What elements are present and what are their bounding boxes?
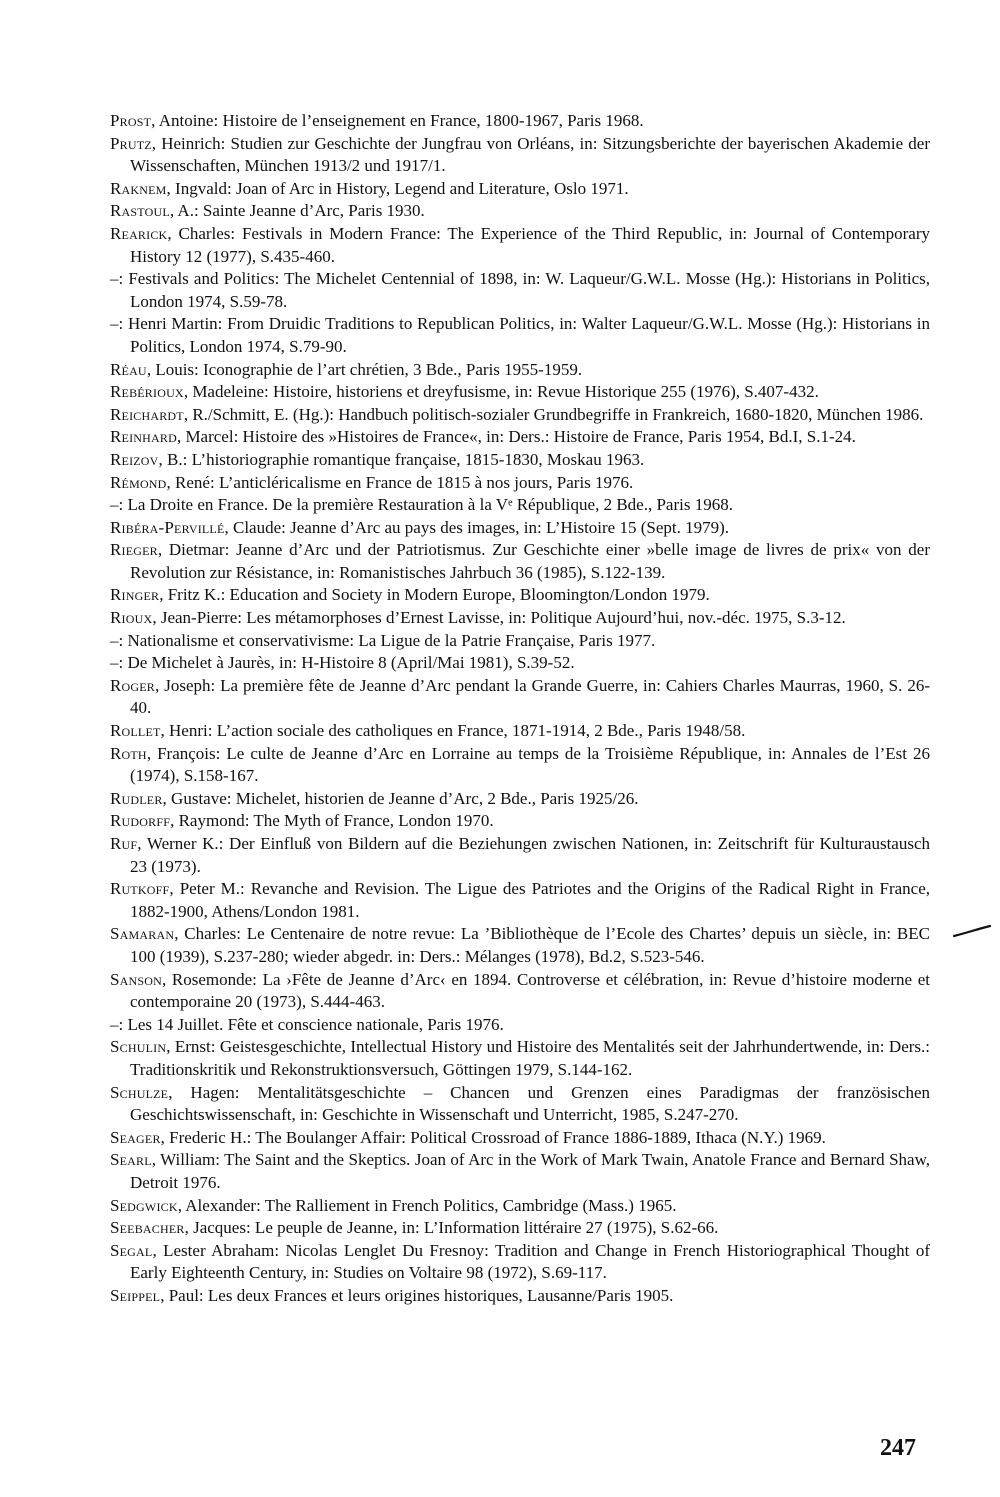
bibliography-entry xyxy=(110,200,930,223)
bibliography-entry xyxy=(110,539,930,584)
entry-text: , Dietmar: Jeanne d’Arc und der Patriotismus. Zur Geschichte einer »belle image de livres de prix« von der Revolution zur Résistance, in: Romanistisches Jahrbuch 36 (1985), S.122-139. xyxy=(130,540,930,582)
bibliography-entry xyxy=(110,268,930,313)
entry-text: , Hagen: Mentalitätsgeschichte – Chancen und Grenzen eines Paradigmas der französischen Geschichtswissenschaft, in: Geschichte in Wissenschaft und Unterricht, 1985, S.247-270. xyxy=(130,1082,930,1125)
bibliography-entry xyxy=(110,1217,930,1240)
bibliography-entry xyxy=(110,494,930,517)
entry-text: , B.: L’historiographie romantique française, 1815-1830, Moskau 1963. xyxy=(158,449,645,469)
author-surname: Sanson xyxy=(110,969,162,989)
author-surname: Roger xyxy=(110,675,156,695)
bibliography-entry xyxy=(110,1149,930,1194)
author-surname: Prutz xyxy=(110,133,152,153)
bibliography-entry xyxy=(110,1036,930,1081)
entry-text: , Gustave: Michelet, historien de Jeanne d’Arc, 2 Bde., Paris 1925/26. xyxy=(162,788,639,808)
entry-text: , Fritz K.: Education and Society in Modern Europe, Bloomington/London 1979. xyxy=(159,585,710,605)
entry-text: , Ingvald: Joan of Arc in History, Legend and Literature, Oslo 1971. xyxy=(166,178,629,198)
entry-text: , Jean-Pierre: Les métamorphoses d’Ernest Lavisse, in: Politique Aujourd’hui, nov.-déc. 1975, S.3-12. xyxy=(152,608,846,628)
entry-text: , Antoine: Histoire de l’enseignement en France, 1800-1967, Paris 1968. xyxy=(151,111,644,130)
bibliography-entry xyxy=(110,313,930,358)
bibliography-entry xyxy=(110,788,930,811)
bibliography-entry xyxy=(110,652,930,675)
author-surname: Schulze xyxy=(110,1082,169,1102)
author-surname: Ribéra-Pervillé xyxy=(110,517,225,537)
author-surname: Reizov xyxy=(110,449,159,469)
entry-text: , Raymond: The Myth of France, London 1970. xyxy=(170,811,494,831)
entry-text: –: La Droite en France. De la première Restauration à la Vᵉ République, 2 Bde., Paris 1968. xyxy=(110,495,733,515)
entry-text: , William: The Saint and the Skeptics. Joan of Arc in the Work of Mark Twain, Anatole France and Bernard Shaw, Detroit 1976. xyxy=(130,1150,930,1192)
margin-pen-mark xyxy=(952,924,992,938)
bibliography-entry xyxy=(110,1014,930,1037)
entry-text: , Ernst: Geistesgeschichte, Intellectual History und Histoire des Mentalités seit der Jahrhundertwende, in: Ders.: Traditionskritik und Rekonstruktionsversuch, Göttingen 1979, S.144-162. xyxy=(130,1037,930,1079)
entry-text: –: De Michelet à Jaurès, in: H-Histoire 8 (April/Mai 1981), S.39-52. xyxy=(110,653,575,673)
entry-text: , Henri: L’action sociale des catholiques en France, 1871-1914, 2 Bde., Paris 1948/58. xyxy=(160,721,746,741)
author-surname: Reichardt xyxy=(110,404,184,424)
entry-text: –: Nationalisme et conservativisme: La Ligue de la Patrie Française, Paris 1977. xyxy=(110,630,656,650)
author-surname: Rebérioux xyxy=(110,382,184,402)
bibliography-entry xyxy=(110,675,930,720)
bibliography-entry xyxy=(110,630,930,653)
entry-text: –: Les 14 Juillet. Fête et conscience nationale, Paris 1976. xyxy=(110,1014,504,1034)
author-surname: Ruf xyxy=(110,834,138,853)
bibliography-entry xyxy=(110,178,930,201)
entry-text: , Jacques: Le peuple de Jeanne, in: L’Information littéraire 27 (1975), S.62-66. xyxy=(184,1218,719,1238)
author-surname: Segal xyxy=(110,1240,153,1260)
entry-text: , Madeleine: Histoire, historiens et dreyfusisme, in: Revue Historique 255 (1976), S.407-432. xyxy=(183,382,819,402)
entry-text: , Paul: Les deux Frances et leurs origines historiques, Lausanne/Paris 1905. xyxy=(160,1285,674,1305)
bibliography-entry xyxy=(110,449,930,472)
author-surname: Rudler xyxy=(110,788,163,808)
bibliography-entry xyxy=(110,1082,930,1127)
bibliography-entry xyxy=(110,1195,930,1218)
author-surname: Searl xyxy=(110,1150,152,1170)
author-surname: Reinhard xyxy=(110,427,177,447)
author-surname: Roth xyxy=(110,743,147,763)
author-surname: Seippel xyxy=(110,1285,161,1305)
author-surname: Samaran xyxy=(110,924,175,944)
author-surname: Rioux xyxy=(110,608,153,628)
entry-text: –: Festivals and Politics: The Michelet Centennial of 1898, in: W. Laqueur/G.W.L. Mosse (Hg.): Historians in Politics, London 1974, S.59-78. xyxy=(110,269,930,311)
bibliography-entry xyxy=(110,810,930,833)
entry-text: , A.: Sainte Jeanne d’Arc, Paris 1930. xyxy=(169,201,425,221)
author-surname: Raknem xyxy=(110,178,167,198)
entry-text: , Louis: Iconographie de l’art chrétien, 3 Bde., Paris 1955-1959. xyxy=(146,359,583,379)
author-surname: Rollet xyxy=(110,721,161,741)
author-surname: Schulin xyxy=(110,1037,167,1057)
entry-text: , François: Le culte de Jeanne d’Arc en Lorraine au temps de la Troisième République, in: Annales de l’Est 26 (1974), S.158-167. xyxy=(130,743,930,786)
bibliography-list xyxy=(110,110,930,1307)
bibliography-entry xyxy=(110,720,930,743)
author-surname: Rudorff xyxy=(110,811,171,831)
entry-text: , Marcel: Histoire des »Histoires de France«, in: Ders.: Histoire de France, Paris 1954, Bd.I, S.1-24. xyxy=(176,427,856,447)
bibliography-entry xyxy=(110,404,930,427)
author-surname: Prost xyxy=(110,111,152,130)
bibliography-entry xyxy=(110,472,930,495)
page-number: 247 xyxy=(880,1435,916,1461)
bibliography-entry xyxy=(110,110,930,133)
bibliography-entry xyxy=(110,923,930,968)
bibliography-entry xyxy=(110,878,930,923)
bibliography-entry xyxy=(110,1240,930,1285)
author-surname: Rieger xyxy=(110,540,158,560)
entry-text: , R./Schmitt, E. (Hg.): Handbuch politisch-sozialer Grundbegriffe in Frankreich, 1680-1820, München 1986. xyxy=(183,404,924,424)
bibliography-entry xyxy=(110,381,930,404)
entry-text: , Claude: Jeanne d’Arc au pays des images, in: L’Histoire 15 (Sept. 1979). xyxy=(224,517,730,537)
bibliography-entry xyxy=(110,517,930,540)
bibliography-entry xyxy=(110,1285,930,1308)
entry-text: , Joseph: La première fête de Jeanne d’Arc pendant la Grande Guerre, in: Cahiers Charles Maurras, 1960, S. 26-40. xyxy=(130,675,930,718)
bibliography-entry xyxy=(110,359,930,382)
entry-text: , Alexander: The Ralliement in French Politics, Cambridge (Mass.) 1965. xyxy=(177,1195,677,1215)
entry-text: , Charles: Festivals in Modern France: The Experience of the Third Republic, in: Journal of Contemporary History 12 (1977), S.435-460. xyxy=(130,223,930,266)
entry-text: , Charles: Le Centenaire de notre revue: La ’Bibliothèque de l’Ecole des Chartes’ depuis un siècle, in: BEC 100 (1939), S.237-280; wieder abgedr. in: Ders.: Mélanges (1978), Bd.2, S.523-546. xyxy=(130,924,930,966)
author-surname: Sedgwick xyxy=(110,1195,178,1215)
author-surname: Rutkoff xyxy=(110,879,170,899)
entry-text: , René: L’anticléricalisme en France de 1815 à nos jours, Paris 1976. xyxy=(166,472,634,492)
author-surname: Seebacher xyxy=(110,1218,185,1238)
bibliography-entry xyxy=(110,426,930,449)
entry-text: , Lester Abraham: Nicolas Lenglet Du Fresnoy: Tradition and Change in French Historiographical Thought of Early Eighteenth Century, in: Studies on Voltaire 98 (1972), S.69-117. xyxy=(130,1240,930,1283)
author-surname: Rémond xyxy=(110,472,167,492)
bibliography-entry xyxy=(110,743,930,788)
entry-text: , Werner K.: Der Einfluß von Bildern auf die Beziehungen zwischen Nationen, in: Zeitschrift für Kulturaustausch 23 (1973). xyxy=(130,834,930,876)
entry-text: , Rosemonde: La ›Fête de Jeanne d’Arc‹ en 1894. Controverse et célébration, in: Revue d’histoire moderne et contemporaine 20 (1973), S.444-463. xyxy=(130,969,930,1012)
author-surname: Rearick xyxy=(110,223,168,243)
author-surname: Ringer xyxy=(110,585,160,605)
entry-text: , Heinrich: Studien zur Geschichte der Jungfrau von Orléans, in: Sitzungsberichte der bayerischen Akademie der Wissenschaften, München 1913/2 und 1917/1. xyxy=(130,133,930,176)
bibliography-entry xyxy=(110,969,930,1014)
author-surname: Seager xyxy=(110,1127,161,1147)
entry-text: –: Henri Martin: From Druidic Traditions to Republican Politics, in: Walter Laqueur/G.W.L. Mosse (Hg.): Historians in Politics, London 1974, S.79-90. xyxy=(110,314,930,356)
bibliography-entry xyxy=(110,133,930,178)
bibliography-entry xyxy=(110,1127,930,1150)
bibliography-entry xyxy=(110,584,930,607)
author-surname: Réau xyxy=(110,359,147,379)
bibliography-entry xyxy=(110,833,930,878)
bibliography-entry xyxy=(110,223,930,268)
entry-text: , Frederic H.: The Boulanger Affair: Political Crossroad of France 1886-1889, Ithaca (N.Y.) 1969. xyxy=(160,1127,826,1147)
bibliography-entry xyxy=(110,607,930,630)
author-surname: Rastoul xyxy=(110,201,170,221)
entry-text: , Peter M.: Revanche and Revision. The Ligue des Patriotes and the Origins of the Radical Right in France, 1882-1900, Athens/London 1981. xyxy=(130,879,930,921)
